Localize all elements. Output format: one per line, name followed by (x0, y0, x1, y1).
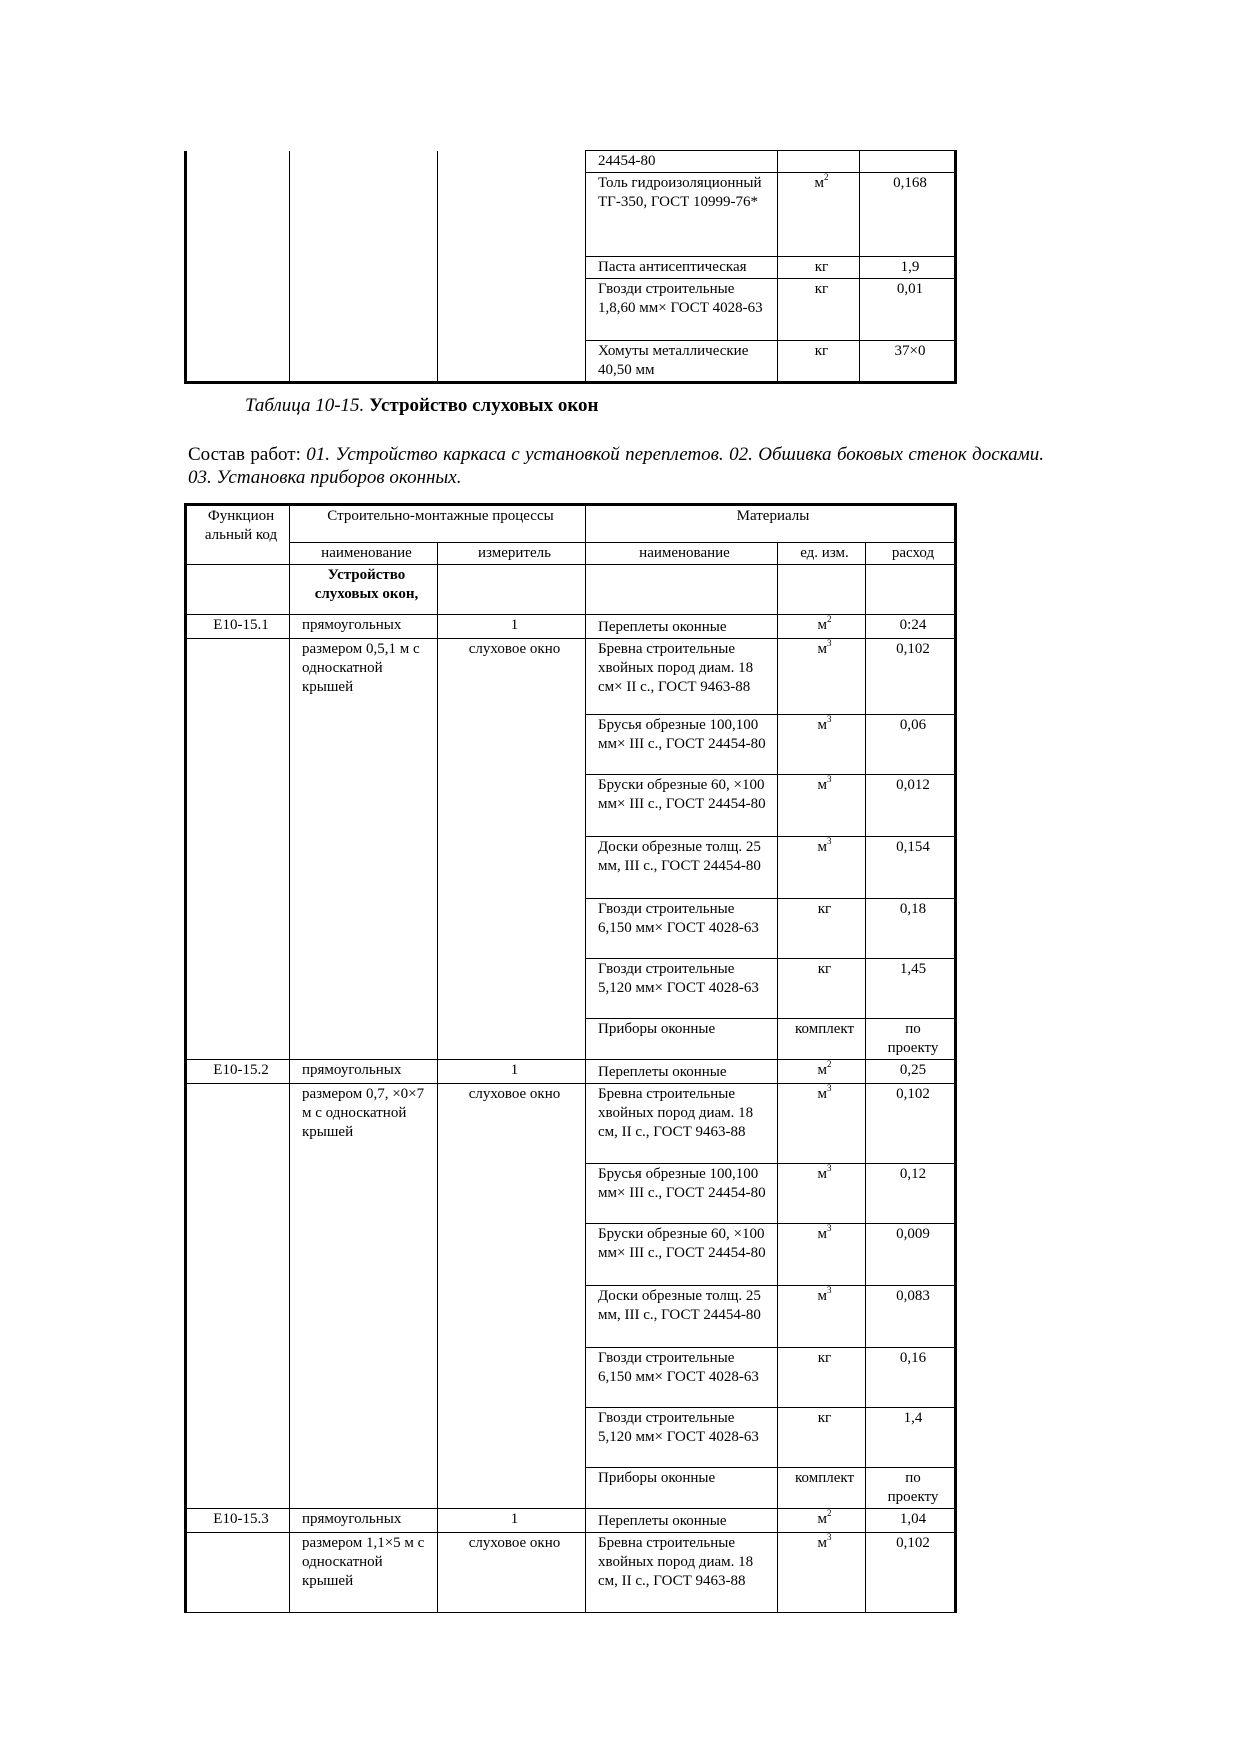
meter-unit: слуховое окно (438, 639, 586, 1060)
unit-cell (778, 279, 860, 341)
unit-cell (778, 1019, 866, 1060)
material-amount: 0,01 (860, 279, 956, 341)
material-name: Гвозди строительные 1,8,60 мм× ГОСТ 4028-63 (586, 279, 778, 341)
unit-exponent: 2 (827, 614, 832, 624)
header-meter: измеритель (438, 543, 586, 565)
material-amount: по проекту (866, 1019, 956, 1060)
material-name: Паста антисептическая (586, 257, 778, 279)
material-amount: 37×0 (860, 341, 956, 383)
unit-exponent: 3 (827, 1083, 832, 1093)
meter-count: 1 (438, 615, 586, 639)
header-code: Функцион альный код (186, 505, 290, 565)
unit-cell (778, 1348, 866, 1408)
material-name: Толь гидроизоляционный ТГ-350, ГОСТ 10999-76* (586, 173, 778, 257)
unit-value: кг (817, 901, 832, 917)
unit-exponent: 3 (827, 1532, 832, 1542)
table-row (186, 615, 956, 639)
unit-value: кг (817, 1410, 832, 1426)
material-name: Бруски обрезные 60, ×100 мм× III с., ГОСТ 24454-80 (586, 775, 778, 837)
unit-cell (778, 1533, 866, 1613)
table-row (186, 279, 956, 341)
table-row (186, 1084, 956, 1164)
material-amount: 0,009 (866, 1224, 956, 1286)
empty-cell (866, 565, 956, 615)
unit-value: кг (814, 343, 829, 359)
empty-cell (586, 565, 778, 615)
empty-cell (438, 151, 586, 173)
table-row (186, 639, 956, 715)
process-desc-2: размером 1,1×5 м с односкатной крышей (290, 1533, 438, 1613)
table-number: Таблица 10-15. (245, 395, 365, 416)
material-name: Бревна строительные хвойных пород диам. 18 см, II с., ГОСТ 9463-88 (586, 1084, 778, 1164)
header-row-1 (186, 505, 956, 543)
table-row (186, 1533, 956, 1613)
material-amount: 0,012 (866, 775, 956, 837)
unit-cell (778, 1084, 866, 1164)
empty-cell (290, 173, 438, 257)
table-row (186, 1509, 956, 1533)
material-amount: 1,4 (866, 1408, 956, 1468)
material-amount: 0,12 (866, 1164, 956, 1224)
unit-value: м (817, 1511, 827, 1527)
unit-value: м (817, 717, 827, 733)
unit-cell (778, 837, 866, 899)
functional-code: Е10-15.3 (186, 1509, 290, 1533)
unit-exponent: 3 (827, 836, 832, 846)
meter-unit: слуховое окно (438, 1533, 586, 1613)
material-amount: 0,18 (866, 899, 956, 959)
header-proc-name: наименование (290, 543, 438, 565)
empty-cell (186, 1084, 290, 1509)
meter-unit: слуховое окно (438, 1084, 586, 1509)
unit-cell (778, 899, 866, 959)
unit-cell (778, 1468, 866, 1509)
empty-cell (186, 173, 290, 257)
unit-cell (778, 1509, 866, 1533)
header-mat-name: наименование (586, 543, 778, 565)
material-amount: 0:24 (866, 615, 956, 639)
group-title-row (186, 565, 956, 615)
unit-exponent: 3 (827, 1223, 832, 1233)
material-amount (860, 151, 956, 173)
material-name: Переплеты оконные (586, 1509, 778, 1533)
table-caption (245, 395, 599, 417)
process-desc-1: прямоугольных (290, 615, 438, 639)
unit-value: м (817, 777, 827, 793)
composition-prefix: Состав работ: (188, 444, 301, 465)
material-amount: 0,16 (866, 1348, 956, 1408)
empty-cell (290, 341, 438, 383)
header-consumption: расход (866, 543, 956, 565)
unit-value: м (817, 641, 827, 657)
empty-cell (438, 257, 586, 279)
unit-cell (778, 775, 866, 837)
material-amount: 0,154 (866, 837, 956, 899)
material-amount: 0,102 (866, 1533, 956, 1613)
header-row-2 (186, 543, 956, 565)
header-unit: ед. изм. (778, 543, 866, 565)
unit-cell (778, 639, 866, 715)
unit-exponent: 2 (824, 172, 829, 182)
material-name: Бруски обрезные 60, ×100 мм× III с., ГОСТ 24454-80 (586, 1224, 778, 1286)
unit-value: м (817, 1086, 827, 1102)
material-name: Гвозди строительные 6,150 мм× ГОСТ 4028-63 (586, 1348, 778, 1408)
unit-exponent: 2 (827, 1508, 832, 1518)
material-amount: 0,06 (866, 715, 956, 775)
empty-cell (438, 279, 586, 341)
table-row (186, 1060, 956, 1084)
empty-cell (438, 341, 586, 383)
unit-cell (778, 151, 860, 173)
material-name: Гвозди строительные 5,120 мм× ГОСТ 4028-63 (586, 959, 778, 1019)
previous-table-continuation (184, 150, 957, 384)
header-processes: Строительно-монтажные процессы (290, 505, 586, 543)
empty-cell (186, 151, 290, 173)
unit-cell (778, 1060, 866, 1084)
composition-text: 01. Устройство каркаса с установкой переплетов. 02. Обшивка боковых стенок досками. 03. Установка приборов оконных. (188, 444, 1045, 488)
empty-cell (438, 173, 586, 257)
material-amount: 1,04 (866, 1509, 956, 1533)
material-name: Бревна строительные хвойных пород диам. 18 см, II с., ГОСТ 9463-88 (586, 1533, 778, 1613)
unit-exponent: 3 (827, 638, 832, 648)
material-name: Доски обрезные толщ. 25 мм, III с., ГОСТ 24454-80 (586, 1286, 778, 1348)
unit-cell (778, 959, 866, 1019)
meter-count: 1 (438, 1060, 586, 1084)
main-table (184, 503, 957, 1613)
material-name: Брусья обрезные 100,100 мм× III с., ГОСТ 24454-80 (586, 1164, 778, 1224)
empty-cell (186, 639, 290, 1060)
material-amount: 0,25 (866, 1060, 956, 1084)
unit-cell (778, 1224, 866, 1286)
unit-cell (778, 615, 866, 639)
unit-exponent: 3 (827, 774, 832, 784)
empty-cell (290, 257, 438, 279)
unit-value: м (817, 1288, 827, 1304)
unit-value: кг (814, 281, 829, 297)
unit-value: м (817, 1535, 827, 1551)
unit-cell (778, 173, 860, 257)
material-name: Гвозди строительные 5,120 мм× ГОСТ 4028-63 (586, 1408, 778, 1468)
empty-cell (186, 1533, 290, 1613)
material-amount: 0,168 (860, 173, 956, 257)
unit-value: м (814, 175, 824, 191)
empty-cell (778, 565, 866, 615)
work-composition (188, 443, 1044, 489)
material-amount: 1,9 (860, 257, 956, 279)
unit-cell (778, 715, 866, 775)
unit-exponent: 3 (827, 714, 832, 724)
header-materials: Материалы (586, 505, 956, 543)
unit-cell (778, 257, 860, 279)
material-name: Брусья обрезные 100,100 мм× III с., ГОСТ 24454-80 (586, 715, 778, 775)
unit-exponent: 3 (827, 1285, 832, 1295)
empty-cell (438, 565, 586, 615)
material-amount: 0,083 (866, 1286, 956, 1348)
material-name: 24454-80 (586, 151, 778, 173)
process-desc-1: прямоугольных (290, 1509, 438, 1533)
process-desc-2: размером 0,5,1 м с односкатной крышей (290, 639, 438, 1060)
material-name: Приборы оконные (586, 1019, 778, 1060)
table-row (186, 173, 956, 257)
empty-cell (186, 341, 290, 383)
unit-cell (778, 1164, 866, 1224)
unit-cell (778, 1286, 866, 1348)
unit-value: м (817, 617, 827, 633)
unit-value: м (817, 1062, 827, 1078)
group-title: Устройство слуховых окон, (290, 565, 438, 615)
unit-value: м (817, 839, 827, 855)
unit-value: кг (817, 961, 832, 977)
material-name: Бревна строительные хвойных пород диам. 18 см× II с., ГОСТ 9463-88 (586, 639, 778, 715)
material-amount: 0,102 (866, 639, 956, 715)
material-amount: 1,45 (866, 959, 956, 1019)
empty-cell (186, 565, 290, 615)
empty-cell (186, 279, 290, 341)
unit-value: м (817, 1166, 827, 1182)
table-row (186, 257, 956, 279)
empty-cell (186, 257, 290, 279)
process-desc-2: размером 0,7, ×0×7 м с односкатной крышей (290, 1084, 438, 1509)
material-name: Хомуты металлические 40,50 мм (586, 341, 778, 383)
unit-value: кг (814, 259, 829, 275)
material-name: Переплеты оконные (586, 615, 778, 639)
functional-code: Е10-15.1 (186, 615, 290, 639)
unit-value: м (817, 1226, 827, 1242)
unit-cell (778, 1408, 866, 1468)
material-amount: 0,102 (866, 1084, 956, 1164)
meter-count: 1 (438, 1509, 586, 1533)
empty-cell (290, 151, 438, 173)
unit-value: комплект (794, 1470, 855, 1486)
functional-code: Е10-15.2 (186, 1060, 290, 1084)
material-name: Переплеты оконные (586, 1060, 778, 1084)
material-name: Доски обрезные толщ. 25 мм, III с., ГОСТ 24454-80 (586, 837, 778, 899)
unit-exponent: 3 (827, 1163, 832, 1173)
unit-value: комплект (794, 1021, 855, 1037)
empty-cell (290, 279, 438, 341)
unit-exponent: 2 (827, 1059, 832, 1069)
unit-value: кг (817, 1350, 832, 1366)
process-desc-1: прямоугольных (290, 1060, 438, 1084)
material-name: Гвозди строительные 6,150 мм× ГОСТ 4028-63 (586, 899, 778, 959)
material-name: Приборы оконные (586, 1468, 778, 1509)
unit-cell (778, 341, 860, 383)
table-row (186, 151, 956, 173)
table-title: Устройство слуховых окон (369, 395, 599, 416)
table-row (186, 341, 956, 383)
material-amount: по проекту (866, 1468, 956, 1509)
